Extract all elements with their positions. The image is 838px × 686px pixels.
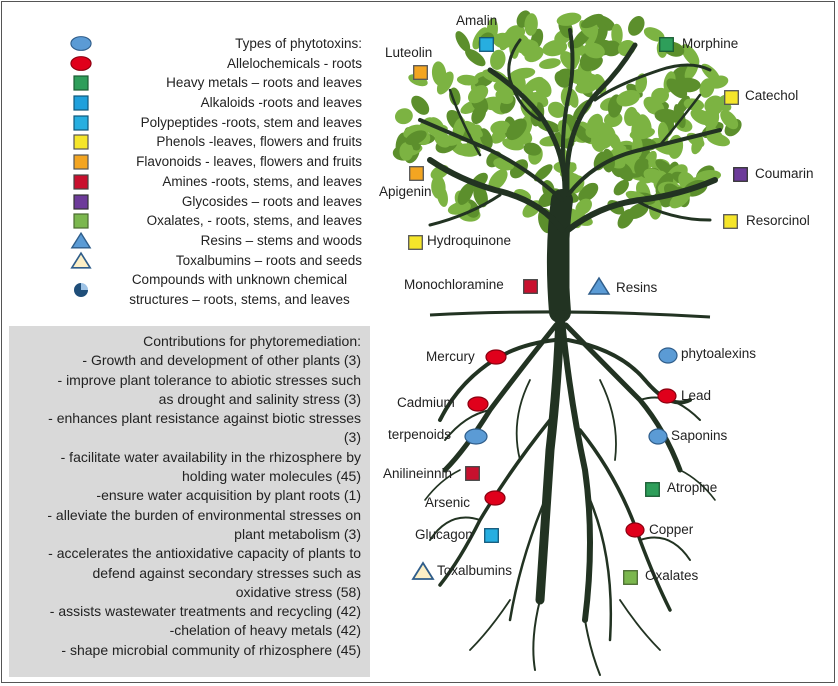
legend-label: Alkaloids -roots and leaves: [200, 95, 362, 111]
legend-label: Oxalates, - roots, stems, and leaves: [146, 213, 362, 229]
red-ellipse-icon: [467, 396, 489, 412]
contribution-line: - improve plant tolerance to abiotic stresses such: [57, 371, 361, 388]
orange-square-icon: [73, 154, 89, 170]
contribution-line: - alleviate the burden of environmental stresses on: [47, 506, 361, 523]
legend-label: Compounds with unknown chemical structures – roots, stems, and leaves: [129, 272, 350, 307]
label-oxalates: Oxalates: [645, 568, 699, 583]
contribution-line: holding water molecules (45): [182, 468, 361, 485]
leaf: [393, 106, 414, 126]
contribution-line: -chelation of heavy metals (42): [169, 622, 361, 639]
leaf: [531, 161, 555, 184]
label-phytoalexins: phytoalexins: [681, 346, 757, 361]
green-square-icon: [645, 482, 660, 497]
label-coumarin: Coumarin: [755, 166, 814, 181]
legend-item: [62, 152, 362, 172]
legend-label: Heavy metals – roots and leaves: [166, 75, 362, 91]
legend-item: [62, 132, 362, 152]
label-hydroquinone: Hydroquinone: [427, 233, 512, 248]
label-monochloramine: Monochloramine: [404, 277, 504, 292]
green-square-icon: [73, 75, 89, 91]
blue-ellipse-icon: [70, 35, 92, 52]
contribution-line: - shape microbial community of rhizosphere (45): [61, 641, 361, 658]
legend-item: [62, 113, 362, 133]
cream-triangle-icon: [411, 561, 435, 581]
phytotoxin-legend: [62, 34, 362, 310]
contribution-line: defend against secondary stresses such as: [92, 564, 361, 581]
contribution-line: - facilitate water availability in the rhizosphere by: [60, 448, 361, 465]
legend-item: [62, 172, 362, 192]
label-copper: Copper: [649, 522, 694, 537]
cream-triangle-icon: [70, 251, 92, 270]
blue-ellipse-icon: [648, 428, 668, 445]
contribution-line: (3): [343, 429, 361, 446]
legend-label: Amines -roots, stems, and leaves: [162, 173, 362, 189]
contribution-line: plant metabolism (3): [234, 525, 361, 542]
contribution-line: as drought and salinity stress (3): [158, 390, 361, 407]
legend-label: Resins – stems and woods: [200, 232, 362, 248]
yellow-square-icon: [723, 214, 738, 229]
orange-square-icon: [413, 65, 428, 80]
legend-title: Types of phytotoxins:: [235, 36, 362, 51]
legend-item: [62, 192, 362, 212]
light-green-square-icon: [73, 213, 89, 229]
label-anilineinnin: Anilineinnin: [383, 466, 453, 481]
label-arsenic: Arsenic: [425, 495, 471, 510]
label-saponins: Saponins: [671, 428, 728, 443]
blue-square-icon: [484, 528, 499, 543]
contribution-line: - enhances plant resistance against biotic stresses: [48, 410, 361, 427]
contributions-panel: [9, 326, 370, 677]
green-square-icon: [659, 37, 674, 52]
blue-ellipse-icon: [464, 428, 488, 445]
yellow-square-icon: [73, 134, 89, 150]
blue-ellipse-icon: [658, 347, 678, 364]
yellow-square-icon: [408, 235, 423, 250]
blue-square-icon: [479, 37, 494, 52]
blue-triangle-icon: [70, 231, 92, 250]
legend-label: Polypeptides -roots, stem and leaves: [140, 114, 362, 130]
orange-square-icon: [409, 166, 424, 181]
legend-label: Flavonoids - leaves, flowers and fruits: [136, 154, 362, 170]
red-ellipse-icon: [484, 490, 506, 506]
legend-label: Phenols -leaves, flowers and fruits: [156, 134, 362, 150]
label-luteolin: Luteolin: [385, 45, 433, 60]
red-ellipse-icon: [70, 55, 92, 72]
label-catechol: Catechol: [745, 88, 799, 103]
label-terpenoids: terpenoids: [388, 427, 452, 442]
label-cadmium: Cadmium: [397, 395, 455, 410]
blue-square-icon: [73, 95, 89, 111]
label-atropine: Atropine: [667, 480, 718, 495]
label-toxalbumins: Toxalbumins: [437, 563, 513, 578]
legend-item: [62, 211, 362, 231]
crimson-square-icon: [73, 174, 89, 190]
legend-label: Toxalbumins – roots and seeds: [175, 252, 362, 268]
label-mercury: Mercury: [426, 349, 475, 364]
contribution-line: - assists wastewater treatments and recycling (42): [49, 603, 361, 620]
light-green-square-icon: [623, 570, 638, 585]
crimson-square-icon: [465, 466, 480, 481]
label-apigenin: Apigenin: [379, 184, 432, 199]
contribution-line: - Growth and development of other plants (3): [82, 352, 361, 369]
red-ellipse-icon: [485, 349, 507, 365]
red-ellipse-icon: [657, 388, 677, 404]
yellow-square-icon: [724, 90, 739, 105]
legend-item: [62, 270, 362, 310]
label-glucagon: Glucagon: [415, 527, 473, 542]
legend-item: [62, 93, 362, 113]
legend-item: [62, 73, 362, 93]
legend-item: [62, 251, 362, 271]
contribution-line: -ensure water acquisition by plant roots (1): [96, 487, 361, 504]
legend-item: [62, 231, 362, 251]
label-resorcinol: Resorcinol: [746, 213, 810, 228]
cyan-square-icon: [73, 115, 89, 131]
purple-square-icon: [73, 194, 89, 210]
contributions-title: Contributions for phytoremediation:: [143, 333, 361, 349]
partial-circle-icon: [73, 282, 89, 298]
purple-square-icon: [733, 167, 748, 182]
label-amalin: Amalin: [456, 13, 498, 28]
crimson-square-icon: [523, 279, 538, 294]
label-resins: Resins: [616, 280, 658, 295]
leaf: [538, 57, 561, 71]
leaf: [625, 13, 648, 39]
blue-triangle-icon: [587, 276, 611, 296]
contribution-line: oxidative stress (58): [235, 583, 361, 600]
legend-label: Allelochemicals - roots: [226, 55, 362, 71]
legend-item: [62, 54, 362, 74]
red-ellipse-icon: [625, 522, 645, 538]
contribution-line: - accelerates the antioxidative capacity of plants to: [48, 545, 361, 562]
legend-title-row: [62, 34, 362, 54]
legend-label: Glycosides – roots and leaves: [181, 193, 362, 209]
label-morphine: Morphine: [682, 36, 739, 51]
label-lead: Lead: [681, 388, 712, 403]
